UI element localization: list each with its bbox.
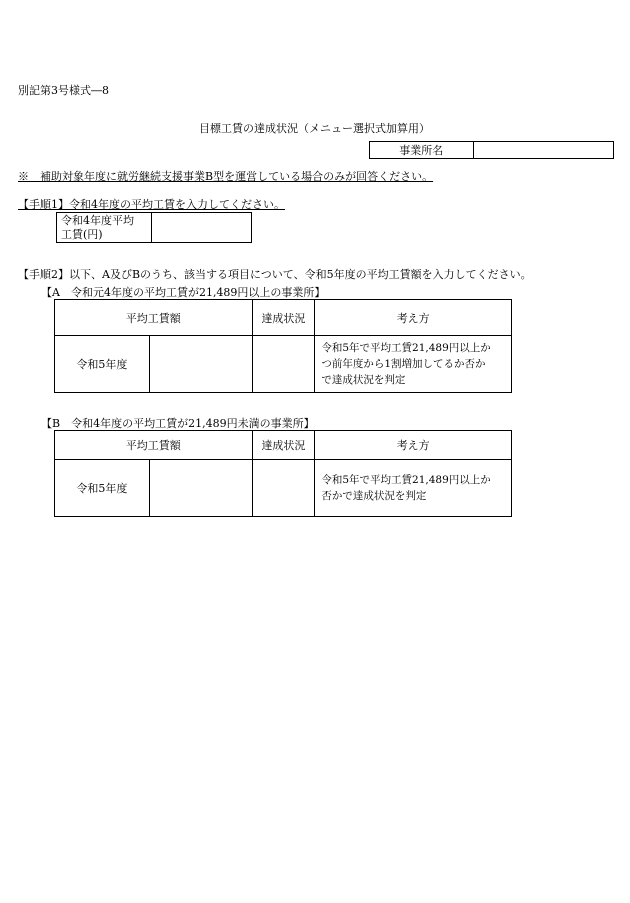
table-a-method-line3: で達成状況を判定 xyxy=(321,374,406,386)
table-a-method xyxy=(315,336,512,393)
table-b-avg-input[interactable] xyxy=(149,460,252,517)
table-b-caption: 【B 令和4年度の平均工賃が21,489円未満の事業所】 xyxy=(41,417,315,430)
step1-label-line2: 工賃(円) xyxy=(61,227,103,241)
step1-average-wage-input[interactable] xyxy=(151,213,251,243)
office-name-table xyxy=(369,141,614,159)
table-a-method-line2: つ前年度から1割増加してるか否か xyxy=(321,358,486,370)
table-b-method-line2: 否かで達成状況を判定 xyxy=(321,490,427,502)
table-b-method xyxy=(315,460,512,517)
table-b xyxy=(54,430,512,517)
page-title: 目標工賃の達成状況（メニュー選択式加算用） xyxy=(199,122,430,135)
form-id: 別記第3号様式―8 xyxy=(18,84,109,97)
office-name-label: 事業所名 xyxy=(370,142,474,159)
step1-table xyxy=(56,212,252,243)
table-b-row-label: 令和5年度 xyxy=(55,460,150,517)
step2-heading: 【手順2】以下、A及びBのうち、該当する項目について、令和5年度の平均工賃額を入力してください。 xyxy=(18,268,532,281)
table-a-avg-input[interactable] xyxy=(149,336,252,393)
eligibility-note: ※ 補助対象年度に就労継続支援事業B型を運営している場合のみが回答ください。 xyxy=(18,170,434,183)
table-b-method-line1: 令和5年で平均工賃21,489円以上か xyxy=(321,474,491,486)
office-name-input[interactable] xyxy=(473,142,613,159)
table-a-status-input[interactable] xyxy=(252,336,315,393)
table-b-header-method: 考え方 xyxy=(315,431,512,460)
table-b-header-status: 達成状況 xyxy=(252,431,315,460)
step1-label xyxy=(57,213,152,243)
table-a xyxy=(54,299,512,393)
table-a-caption: 【A 令和元4年度の平均工賃が21,489円以上の事業所】 xyxy=(41,286,326,299)
table-a-method-line1: 令和5年で平均工賃21,489円以上か xyxy=(321,342,491,354)
table-b-status-input[interactable] xyxy=(252,460,315,517)
table-a-row-label: 令和5年度 xyxy=(55,336,150,393)
step1-label-line1: 令和4年度平均 xyxy=(61,213,134,227)
step1-heading: 【手順1】令和4年度の平均工賃を入力してください。 xyxy=(18,198,285,211)
table-a-header-method: 考え方 xyxy=(315,300,512,336)
table-a-header-avg: 平均工賃額 xyxy=(55,300,253,336)
table-a-header-status: 達成状況 xyxy=(252,300,315,336)
table-b-header-avg: 平均工賃額 xyxy=(55,431,253,460)
